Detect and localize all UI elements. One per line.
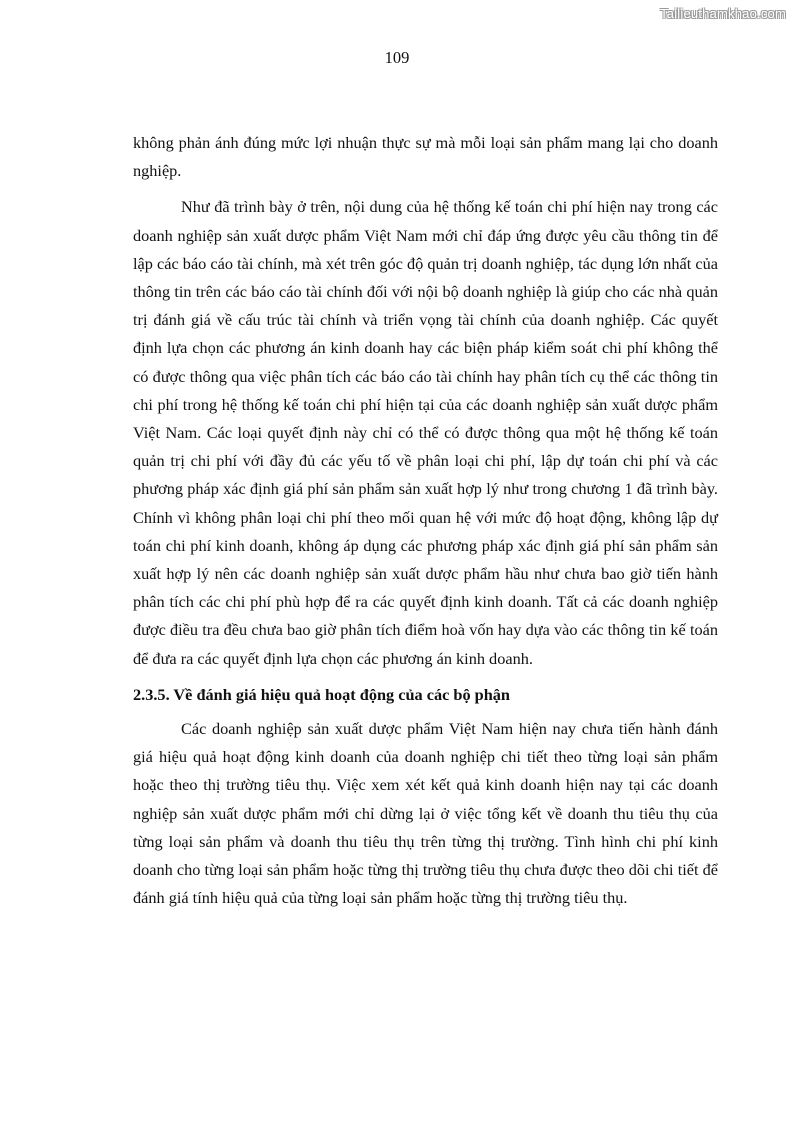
paragraph-continuation: không phản ánh đúng mức lợi nhuận thực sự mà mỗi loại sản phẩm mang lại cho doanh nghiệp. — [133, 133, 718, 181]
section-heading: 2.3.5. Về đánh giá hiệu quả hoạt động của các bộ phận — [133, 684, 510, 704]
watermark: Tailieuthamkhao.com — [660, 6, 786, 21]
page-number: 109 — [384, 48, 410, 67]
paragraph-performance-evaluation: Các doanh nghiệp sản xuất dược phẩm Việt Nam hiện nay chưa tiến hành đánh giá hiệu quả hoạt động kinh doanh của doanh nghiệp chi tiết theo từng loại sản phẩm hoặc theo thị trường tiêu thụ. Việc xem xét kết quả kinh doanh hiện nay tại các doanh nghiệp sản xuất dược phẩm mới chỉ dừng lại ở việc tổng kết về doanh thu tiêu thụ của từng loại sản phẩm và doanh thu tiêu thụ trên từng thị trường. Tình hình chi phí kinh doanh cho từng loại sản phẩm hoặc từng thị trường tiêu thụ chưa được theo dõi chi tiết để đánh giá tính hiệu quả của từng loại sản phẩm hoặc từng thị trường tiêu thụ. — [133, 719, 718, 908]
page-body — [133, 129, 718, 912]
paragraph-cost-accounting: Như đã trình bày ở trên, nội dung của hệ thống kế toán chi phí hiện nay trong các doanh nghiệp sản xuất dược phẩm Việt Nam mới chỉ đáp ứng được yêu cầu thông tin để lập các báo cáo tài chính, mà xét trên góc độ quản trị doanh nghiệp, tác dụng lớn nhất của thông tin trên các báo cáo tài chính đối với nội bộ doanh nghiệp là giúp cho các nhà quản trị đánh giá về cấu trúc tài chính và triển vọng tài chính của doanh nghiệp. Các quyết định lựa chọn các phương án kinh doanh hay các biện pháp kiểm soát chi phí không thể có được thông qua việc phân tích các báo cáo tài chính hay phân tích cụ thể các thông tin chi phí trong hệ thống kế toán chi phí hiện tại của các doanh nghiệp sản xuất dược phẩm Việt Nam. Các loại quyết định này chỉ có thể có được thông qua một hệ thống kế toán quản trị chi phí với đầy đủ các yếu tố về phân loại chi phí, lập dự toán chi phí và các phương pháp xác định giá phí sản phẩm sản xuất hợp lý như trong chương 1 đã trình bày. Chính vì không phân loại chi phí theo mối quan hệ với mức độ hoạt động, không lập dự toán chi phí kinh doanh, không áp dụng các phương pháp xác định giá phí sản phẩm sản xuất hợp lý nên các doanh nghiệp sản xuất dược phẩm hầu như chưa bao giờ tiến hành phân tích các chi phí phù hợp để ra các quyết định kinh doanh. Tất cả các doanh nghiệp được điều tra đều chưa bao giờ phân tích điểm hoà vốn hay dựa vào các thông tin kế toán để đưa ra các quyết định lựa chọn các phương án kinh doanh. — [133, 197, 718, 668]
